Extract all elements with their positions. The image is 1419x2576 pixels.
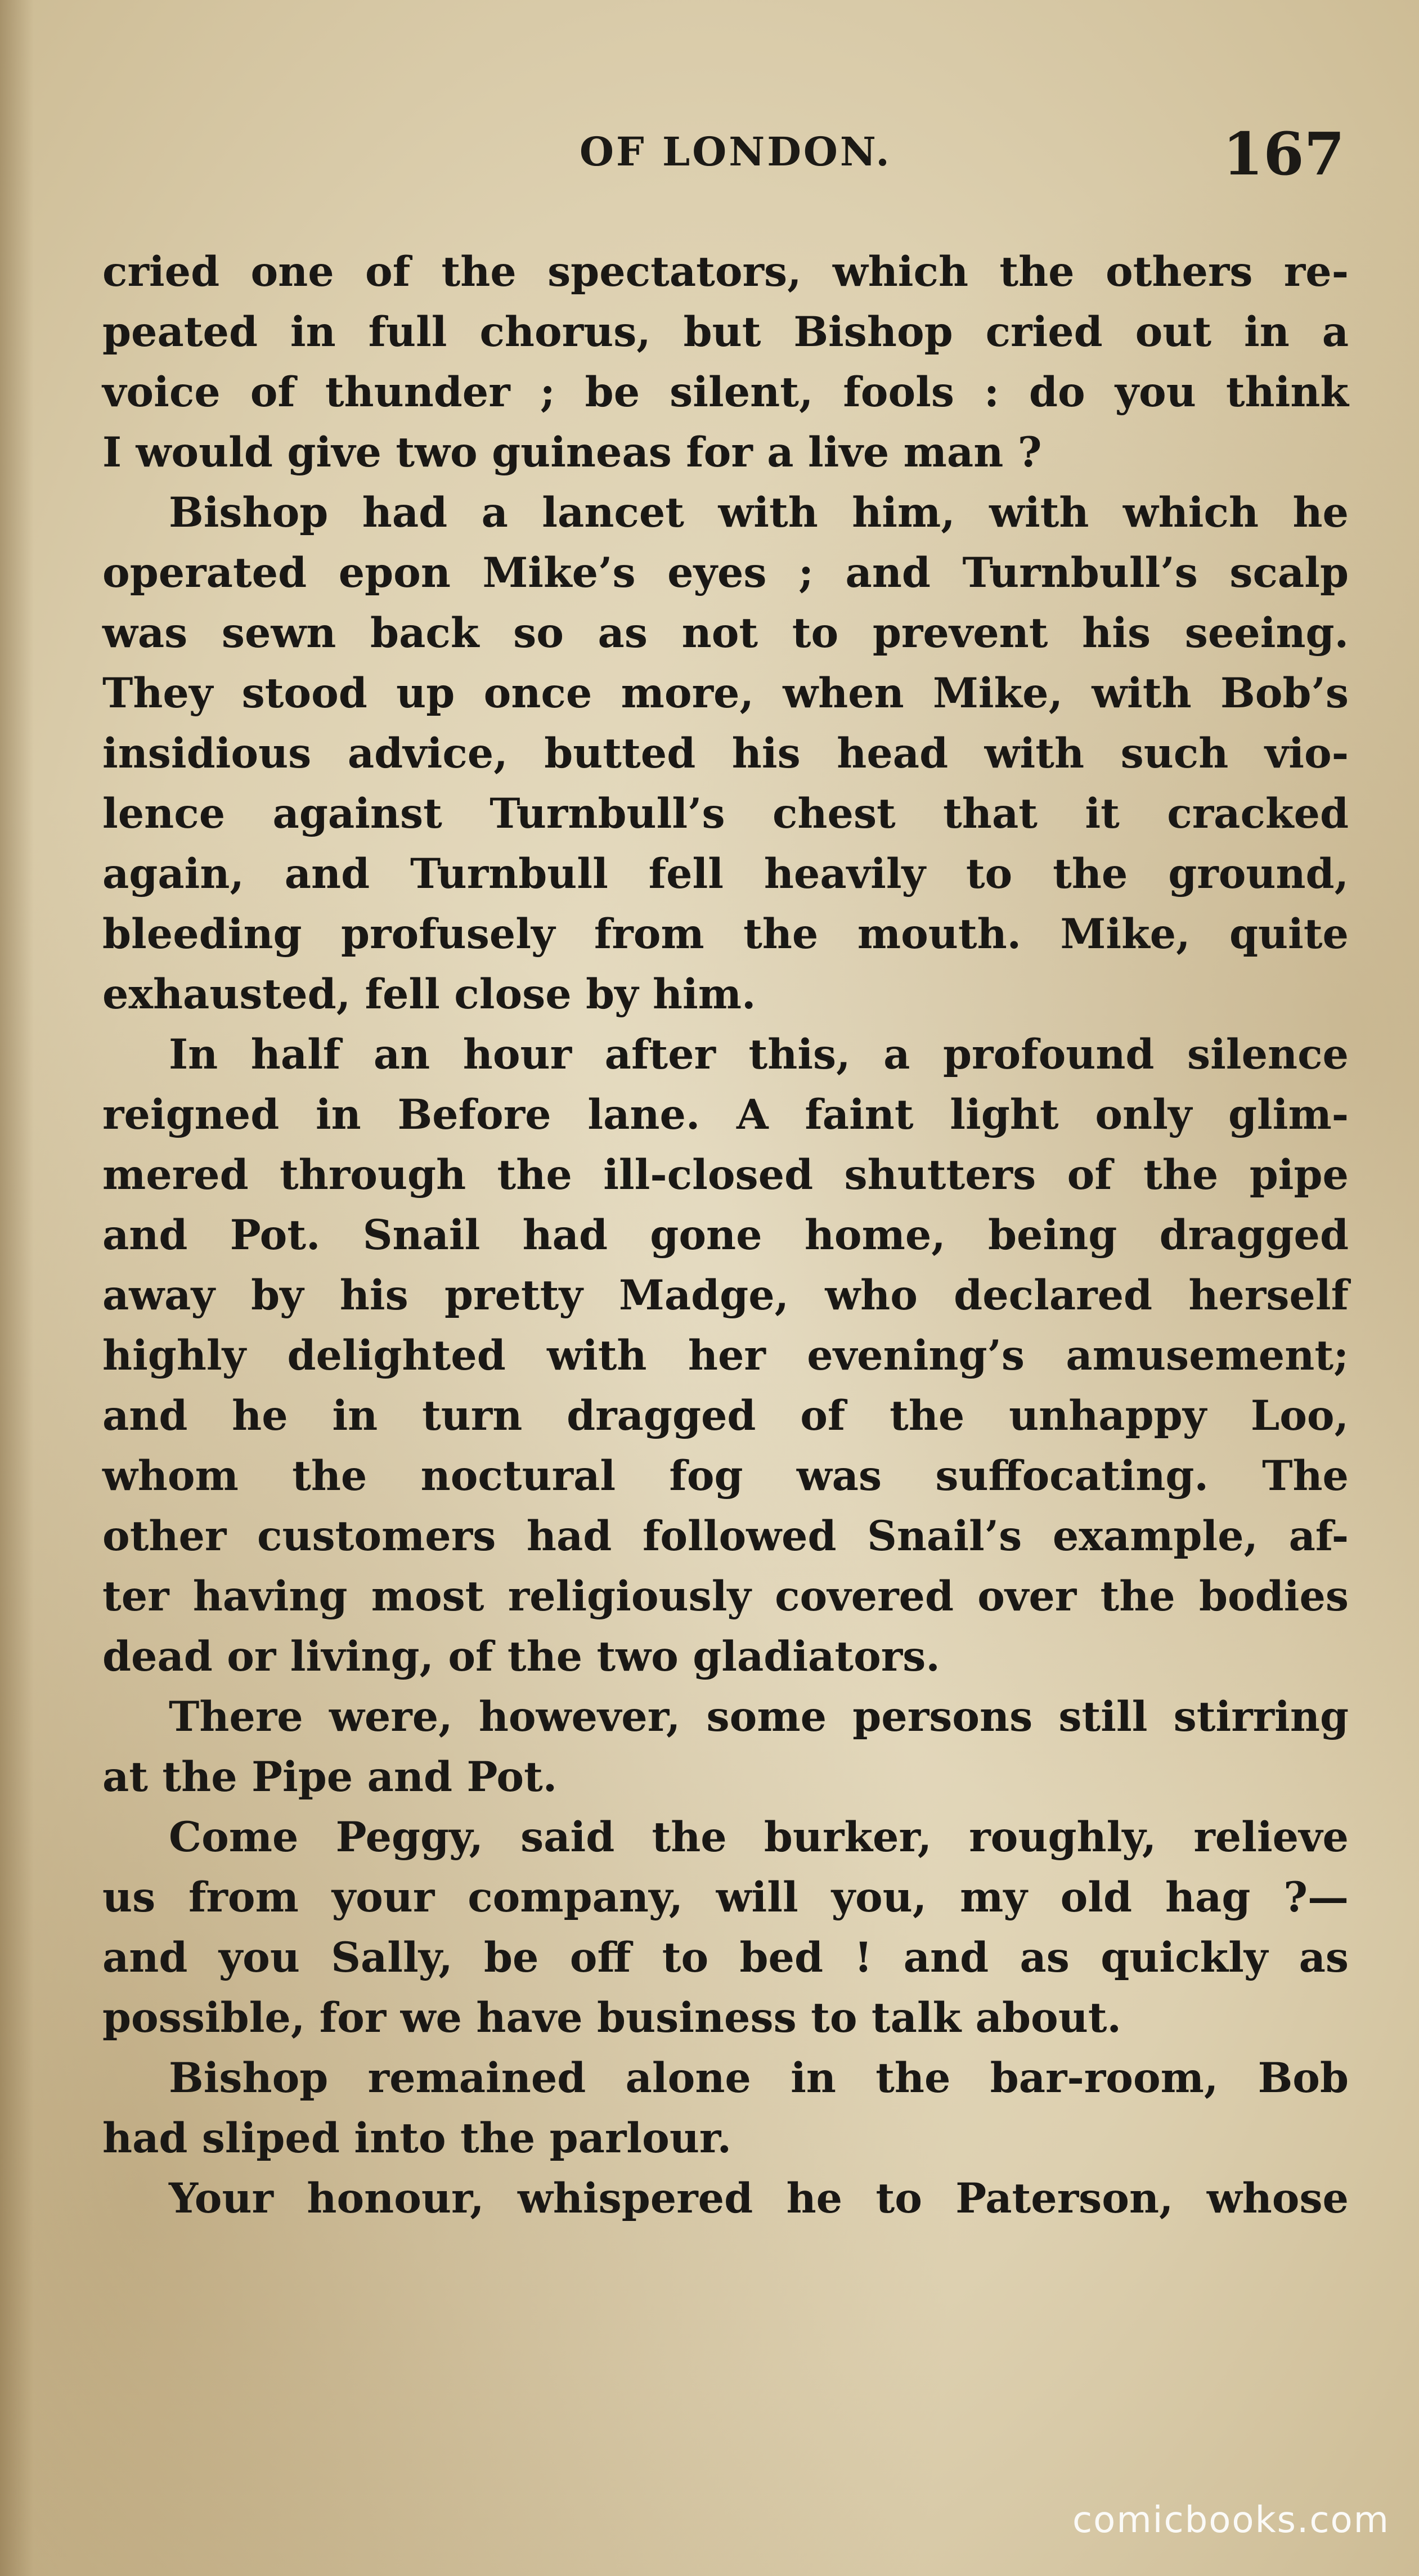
source-watermark: comicbooks.com xyxy=(1072,2499,1390,2541)
text-line: away by his pretty Madge, who declared herself xyxy=(102,1271,1349,1320)
running-head: OF LONDON. xyxy=(580,128,892,175)
text-line: voice of thunder ; be silent, fools : do you think xyxy=(102,368,1349,416)
text-line: at the Pipe and Pot. xyxy=(102,1753,558,1801)
paragraph-start-line: Bishop had a lancet with him, with which he xyxy=(169,488,1349,537)
text-line: peated in full chorus, but Bishop cried out in a xyxy=(102,308,1349,356)
text-line: and he in turn dragged of the unhappy Loo, xyxy=(102,1392,1349,1440)
text-line: was sewn back so as not to prevent his seeing. xyxy=(102,609,1349,657)
paragraph-start-line: Your honour, whispered he to Paterson, whose xyxy=(169,2174,1349,2223)
text-line: and you Sally, be off to bed ! and as quickly as xyxy=(102,1933,1349,1982)
paragraph-start-line: Come Peggy, said the burker, roughly, relieve xyxy=(169,1813,1349,1861)
text-line: and Pot. Snail had gone home, being dragged xyxy=(102,1211,1349,1259)
page-number: 167 xyxy=(1222,119,1345,189)
text-line: highly delighted with her evening’s amusement; xyxy=(102,1331,1349,1380)
text-line: exhausted, fell close by him. xyxy=(102,970,756,1018)
text-line: ter having most religiously covered over the bodies xyxy=(102,1572,1349,1621)
text-line: other customers had followed Snail’s example, af- xyxy=(102,1512,1349,1560)
text-line: I would give two guineas for a live man ? xyxy=(102,428,1042,477)
text-line: cried one of the spectators, which the others re- xyxy=(102,248,1349,296)
text-line: possible, for we have business to talk about. xyxy=(102,1994,1121,2042)
text-line: insidious advice, butted his head with such vio- xyxy=(102,729,1349,778)
page-edge-shadow xyxy=(0,0,34,2576)
text-line: reigned in Before lane. A faint light only glim- xyxy=(102,1090,1349,1139)
text-line: operated epon Mike’s eyes ; and Turnbull’s scalp xyxy=(102,549,1349,597)
text-line: bleeding profusely from the mouth. Mike, quite xyxy=(102,910,1349,958)
text-line: lence against Turnbull’s chest that it cracked xyxy=(102,789,1349,838)
text-line: us from your company, will you, my old hag ?— xyxy=(102,1873,1349,1922)
text-line: whom the noctural fog was suffocating. The xyxy=(102,1452,1349,1500)
body-text xyxy=(102,242,1349,2229)
paragraph-start-line: In half an hour after this, a profound silence xyxy=(169,1030,1349,1079)
paragraph-start-line: Bishop remained alone in the bar-room, Bob xyxy=(169,2054,1349,2102)
text-line: mered through the ill-closed shutters of the pipe xyxy=(102,1151,1349,1199)
text-line: dead or living, of the two gladiators. xyxy=(102,1632,940,1681)
text-line: had sliped into the parlour. xyxy=(102,2114,732,2162)
paragraph-start-line: There were, however, some persons still stirring xyxy=(169,1693,1349,1741)
text-line: again, and Turnbull fell heavily to the ground, xyxy=(102,850,1349,898)
text-line: They stood up once more, when Mike, with Bob’s xyxy=(102,669,1349,717)
